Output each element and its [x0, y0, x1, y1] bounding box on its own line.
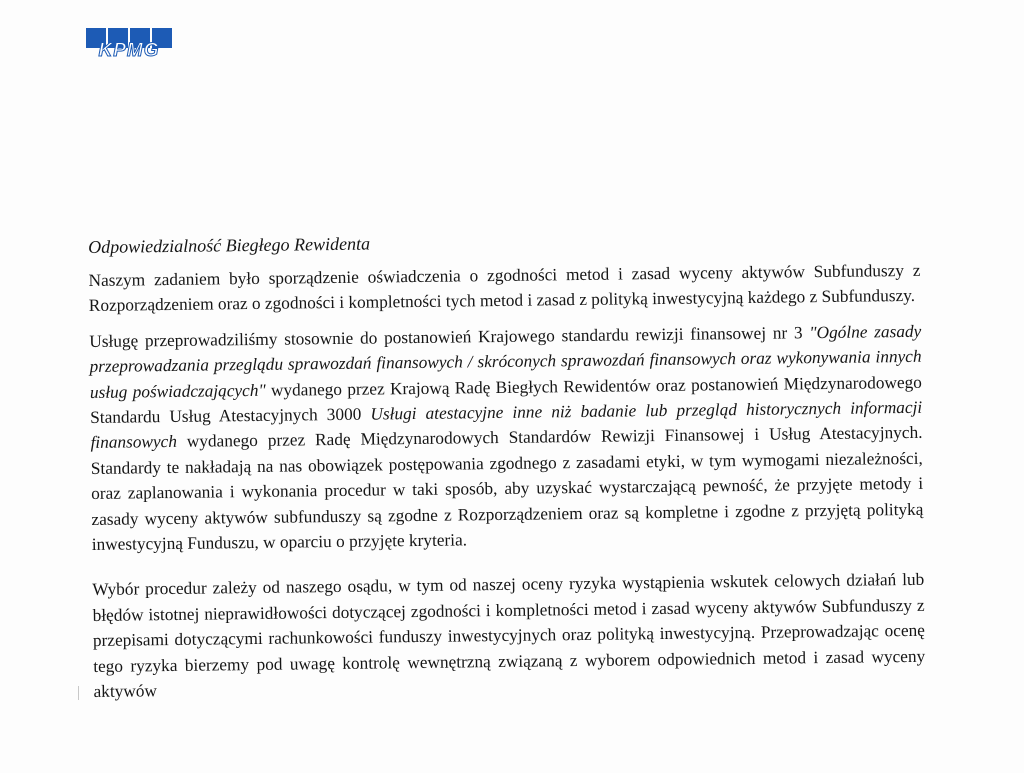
scan-mark [78, 686, 79, 700]
paragraph-standards-text-2: wydanego przez Krajową Radę Biegłych Rewidentów oraz postanowień Międzynarodowego Standardu Usług Atestacyjnych 3000 [90, 372, 922, 428]
standard-title-2: Usługi atestacyjne inne niż badanie lub przegląd historycznych informacji finansowych [90, 397, 923, 453]
paragraph-responsibility: Naszym zadaniem było sporządzenie oświadczenia o zgodności metod i zasad wyceny aktywów Subfunduszy z Rozporządzeniem oraz o zgodności i kompletności tych metod i zasad z polityką inwestycyjną każdego z Subfunduszy. [88, 260, 921, 316]
paragraph-standards-text-1: Usługę przeprowadziliśmy stosownie do postanowień Krajowego standardu rewizji finansowej nr 3 [89, 323, 810, 351]
document-body [88, 226, 926, 715]
standard-title-1: "Ogólne zasady przeprowadzania przeglądu sprawozdań finansowych / skróconych sprawozdań finansowych oraz wykonywania innych usług poświadczających" [89, 321, 922, 402]
paragraph-standards-text-3: wydanego przez Radę Międzynarodowych Standardów Rewizji Finansowej i Usług Atestacyjnych. Standardy te nakładają na nas obowiązek postępowania zgodnego z zasadami etyki, w tym wymogami niezależności, oraz zaplanowania i wykonania procedur w taki sposób, aby uzyskać wystarczającą pewność, że przyjęte metody i zasady wyceny aktywów subfunduszy są zgodne z Rozporządzeniem oraz są kompletne i zgodne z przyjętą polityką inwestycyjną Funduszu, w oparciu o przyjęte kryteria. [90, 423, 924, 555]
paragraph-procedures: Wybór procedur zależy od naszego osądu, w tym od naszej oceny ryzyka wystąpienia wskutek celowych działań lub błędów istotnej nieprawidłowości dotyczącej zgodności i kompletności metod i zasad wyceny aktywów Subfunduszy z przepisami dotyczącymi rachunkowości funduszy inwestycyjnych oraz polityką inwestycyjną. Przeprowadzając ocenę tego ryzyka bierzemy pod uwagę kontrolę wewnętrzną związaną z wyborem odpowiednich metod i zasad wyceny aktywów [92, 570, 926, 702]
kpmg-logo [86, 28, 172, 62]
paragraph-standards [89, 319, 924, 558]
logo-wordmark: KPMG [98, 40, 160, 61]
section-heading: Odpowiedzialność Biegłego Rewidenta [88, 233, 371, 257]
